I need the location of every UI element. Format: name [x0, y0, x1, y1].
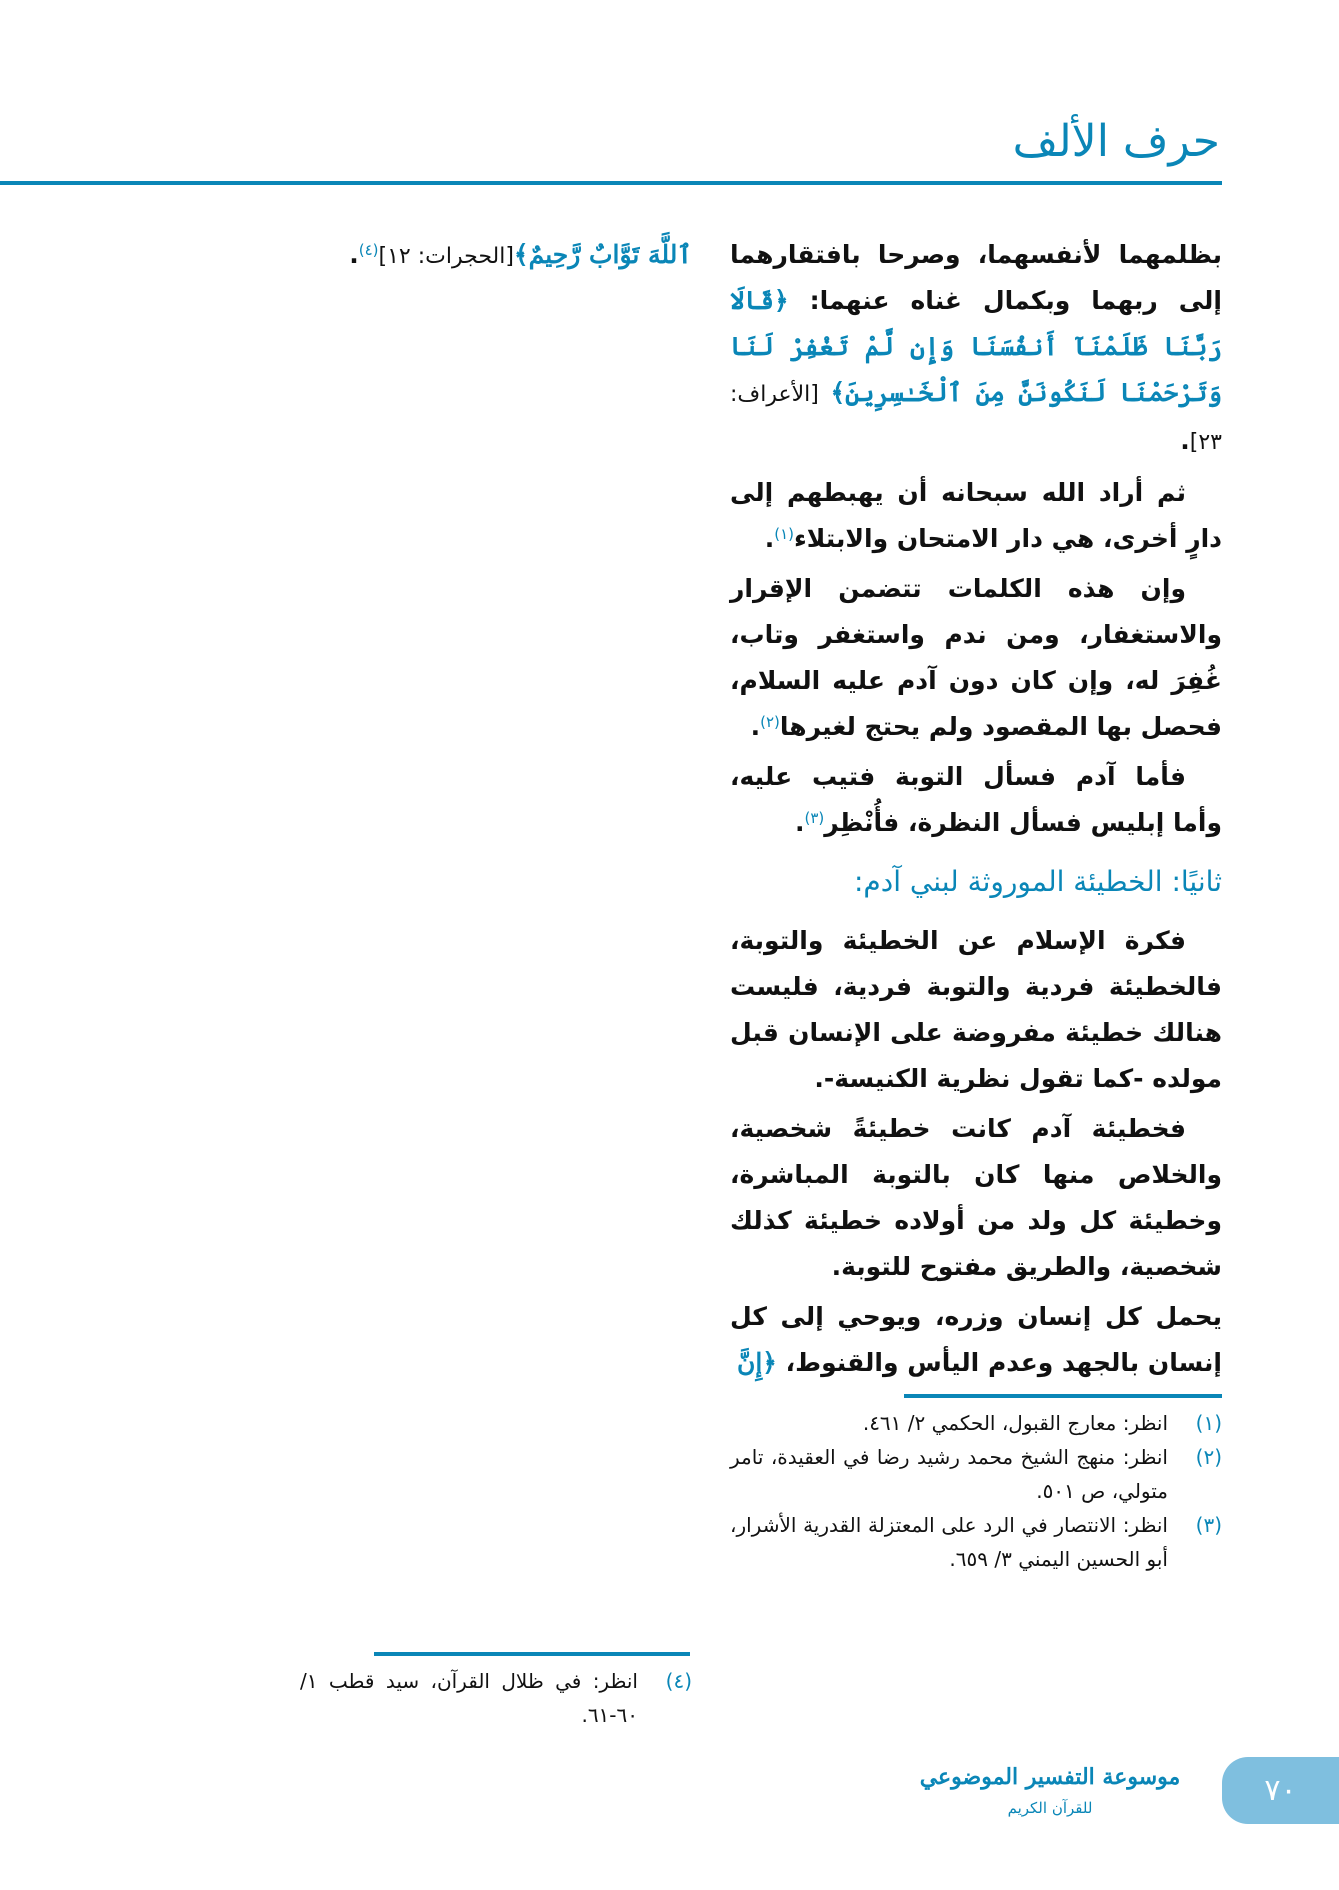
footnote-number: (٢)	[1195, 1445, 1222, 1469]
paragraph	[730, 1294, 1222, 1386]
body-text: بظلمهما لأنفسهما، وصرحا بافتقارهما إلى ربهما وبكمال غناه عنهما:	[730, 240, 1222, 315]
footnote	[730, 1440, 1222, 1508]
footnote	[730, 1508, 1222, 1576]
logo-title: موسوعة التفسير الموضوعي	[919, 1764, 1181, 1790]
paragraph	[730, 470, 1222, 562]
footnote-text: انظر: منهج الشيخ محمد رشيد رضا في العقيدة، تامر متولي، ص ٥٠١.	[730, 1445, 1168, 1503]
footnote-number: (٤)	[665, 1669, 692, 1693]
period: .	[349, 240, 359, 269]
quran-verse: ﴿قَالَا رَبَّنَا ظَلَمْنَآ أَنفُسَنَا وَإِن لَّمْ تَغْفِرْ لَنَا وَتَرْحَمْنَا لَنَكُونَنَّ مِنَ ٱلْخَـٰسِرِينَ﴾	[730, 286, 1222, 407]
footnote-text: انظر: في ظلال القرآن، سيد قطب ١/ ٦٠-٦١.	[300, 1669, 638, 1727]
paragraph	[730, 232, 1222, 466]
verse-reference: [الأعراف: ٢٣]	[730, 382, 1222, 455]
body-text: ثم أراد الله سبحانه أن يهبطهم إلى دارٍ أخرى، هي دار الامتحان والابتلاء	[730, 478, 1222, 553]
period: .	[764, 524, 775, 553]
body-text: يحمل كل إنسان وزره، ويوحي إلى كل إنسان بالجهد وعدم اليأس والقنوط،	[730, 1302, 1222, 1377]
footnote-separator	[904, 1394, 1222, 1398]
footnote	[730, 1406, 1222, 1440]
paragraph	[730, 566, 1222, 750]
encyclopedia-logo	[890, 1757, 1210, 1819]
paragraph	[730, 754, 1222, 846]
footnote-text: انظر: معارج القبول، الحكمي ٢/ ٤٦١.	[862, 1411, 1168, 1435]
footnote-number: (١)	[1195, 1411, 1222, 1435]
footnote-text: انظر: الانتصار في الرد على المعتزلة القدرية الأشرار، أبو الحسين اليمني ٣/ ٦٥٩.	[730, 1513, 1168, 1571]
paragraph: فكرة الإسلام عن الخطيئة والتوبة، فالخطيئة فردية والتوبة فردية، فليست هنالك خطيئة مفروضة على الإنسان قبل مولده -كما تقول نظرية الكنيسة-.	[730, 926, 1222, 1093]
paragraph: فخطيئة آدم كانت خطيئةً شخصية، والخلاص منها كان بالتوبة المباشرة، وخطيئة كل ولد من أولاده خطيئة كذلك شخصية، والطريق مفتوح للتوبة.	[730, 1114, 1222, 1281]
footnote-marker[interactable]: (١)	[774, 525, 795, 543]
page-number-tab	[1222, 1757, 1339, 1824]
footnotes-right	[730, 1406, 1222, 1576]
quran-verse: ٱللَّهَ تَوَّابٌ رَّحِيمٌ﴾	[513, 240, 692, 269]
footnote-marker[interactable]: (٣)	[804, 809, 825, 827]
chapter-title: حرف الألف	[1012, 116, 1220, 167]
quran-verse: ﴿إِنَّ	[737, 1348, 777, 1377]
footnote-marker[interactable]: (٤)	[358, 241, 379, 259]
footnote-number: (٣)	[1195, 1513, 1222, 1537]
logo-subtitle: للقرآن الكريم	[1007, 1799, 1093, 1817]
body-text: وإن هذه الكلمات تتضمن الإقرار والاستغفار، ومن ندم واستغفر وتاب، غُفِرَ له، وإن كان دون آدم عليه السلام، فحصل بها المقصود ولم يحتج لغيرها	[730, 574, 1222, 741]
period: .	[1180, 426, 1190, 455]
period: .	[794, 808, 805, 837]
page-footer	[0, 1757, 1339, 1882]
section-subheading: ثانيًا: الخطيئة الموروثة لبني آدم:	[854, 865, 1222, 898]
footnote-marker[interactable]: (٢)	[760, 713, 780, 731]
right-column	[730, 232, 1222, 1757]
body-text: فأما آدم فسأل التوبة فتيب عليه، وأما إبليس فسأل النظرة، فأُنْظِر	[730, 762, 1222, 837]
period: .	[750, 712, 761, 741]
verse-reference: [الحجرات: ١٢]	[378, 244, 514, 269]
page-number: ٧٠	[1264, 1773, 1297, 1808]
